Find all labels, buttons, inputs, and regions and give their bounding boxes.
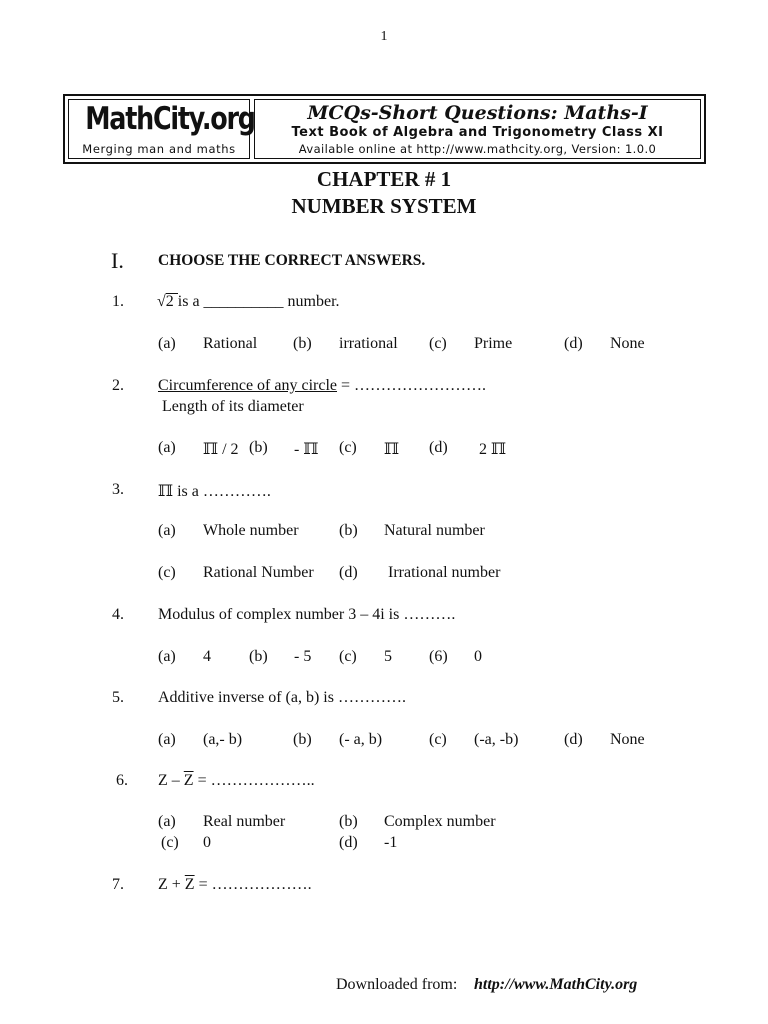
option-text: Natural number [384, 522, 485, 539]
option-text: Prime [474, 335, 513, 352]
expression-lhs: Z – [158, 772, 184, 789]
option-label: (a) [158, 439, 176, 456]
radicand: 2 [165, 293, 174, 310]
option-text: 5 [384, 648, 392, 665]
fraction-numerator: Circumference of any circle [158, 377, 338, 394]
option-text: ℿ [384, 441, 400, 458]
option-label: (b) [249, 648, 268, 665]
option-label: (6) [429, 648, 448, 665]
option-text: -1 [384, 834, 398, 851]
sqrt-symbol: √ [157, 293, 166, 310]
logo-tagline: Merging man and maths [82, 142, 236, 156]
option-label: (c) [161, 834, 179, 851]
option-text: Irrational number [388, 564, 501, 581]
question-number: 4. [112, 606, 124, 623]
option-text: Rational Number [203, 564, 314, 581]
option-label: (d) [339, 834, 358, 851]
option-label: (d) [429, 439, 448, 456]
option-label: (b) [249, 439, 268, 456]
option-label: (c) [339, 439, 357, 456]
option-text: None [610, 335, 645, 352]
option-label: (b) [339, 522, 358, 539]
option-text: Whole number [203, 522, 299, 539]
chapter-name: NUMBER SYSTEM [291, 194, 477, 218]
header-box [63, 94, 706, 164]
question-text [158, 772, 315, 790]
option-label: (c) [429, 335, 447, 352]
question-text [158, 377, 486, 395]
footer-label: Downloaded from: [336, 976, 458, 993]
conjugate-z: $\overline{Z}$ [183, 772, 194, 789]
question-blank: = ……………………. [337, 377, 487, 394]
question-blank: = ………………. [194, 876, 312, 893]
option-label: (c) [429, 731, 447, 748]
header-subtitle: Text Book of Algebra and Trigonometry Class XI [291, 125, 664, 140]
section-title: CHOOSE THE CORRECT ANSWERS. [158, 252, 426, 269]
option-label: (b) [339, 813, 358, 830]
question-text-rest: is a __________ number. [173, 293, 340, 310]
question-number: 5. [112, 689, 124, 706]
chapter-number: CHAPTER # 1 [316, 167, 452, 191]
question-text [157, 293, 340, 311]
option-label: (a) [158, 813, 176, 830]
footer-link[interactable]: http://www.MathCity.org [474, 976, 638, 993]
option-text: - 5 [294, 648, 312, 665]
option-text: Complex number [384, 813, 496, 830]
sqrt-expression [157, 293, 174, 310]
expression-lhs: Z + [158, 876, 185, 893]
option-label: (d) [564, 731, 583, 748]
section-numeral: I. [111, 248, 124, 273]
option-label: (b) [293, 335, 312, 352]
header-availability: Available online at http://www.mathcity.org, Version: 1.0.0 [298, 142, 657, 156]
question-number: 1. [112, 293, 124, 310]
option-label: (c) [339, 648, 357, 665]
option-label: (a) [158, 522, 176, 539]
question-number: 3. [112, 481, 124, 498]
option-label: (b) [293, 731, 312, 748]
title-box [254, 99, 701, 159]
question-number: 6. [116, 772, 128, 789]
option-text: (-a, -b) [474, 731, 519, 748]
question-text: ℿ is a …………. [158, 483, 271, 500]
option-text: None [610, 731, 645, 748]
option-text: Real number [203, 813, 286, 830]
logo-box [68, 99, 255, 159]
option-label: (d) [564, 335, 583, 352]
option-text: Rational [203, 335, 258, 352]
question-text: Additive inverse of (a, b) is …………. [158, 689, 406, 706]
option-label: (c) [158, 564, 176, 581]
fraction-denominator: Length of its diameter [162, 398, 304, 415]
question-text: Modulus of complex number 3 – 4i is ………. [158, 606, 456, 623]
conjugate-z: $\overline{Z}$ [184, 876, 195, 893]
question-text [158, 876, 312, 894]
option-text: 2 ℿ [479, 441, 507, 458]
header-title: MCQs-Short Questions: Maths-I [307, 102, 648, 124]
option-text: ℿ / 2 [203, 441, 239, 458]
option-text: (a,- b) [203, 731, 243, 748]
option-label: (d) [339, 564, 358, 581]
page-number: 1 [380, 29, 388, 44]
option-label: (a) [158, 335, 176, 352]
option-label: (a) [158, 731, 176, 748]
sqrt-bar [166, 293, 178, 294]
option-text: - ℿ [294, 441, 319, 458]
option-text: (- a, b) [339, 731, 383, 748]
option-text: 0 [474, 648, 482, 665]
option-text: 4 [203, 648, 211, 665]
option-text: 0 [203, 834, 211, 851]
option-label: (a) [158, 648, 176, 665]
question-number: 7. [112, 876, 124, 893]
question-number: 2. [112, 377, 124, 394]
question-blank: = ……………….. [193, 772, 315, 789]
logo-name: MathCity.org [85, 101, 255, 137]
option-text: irrational [339, 335, 398, 352]
